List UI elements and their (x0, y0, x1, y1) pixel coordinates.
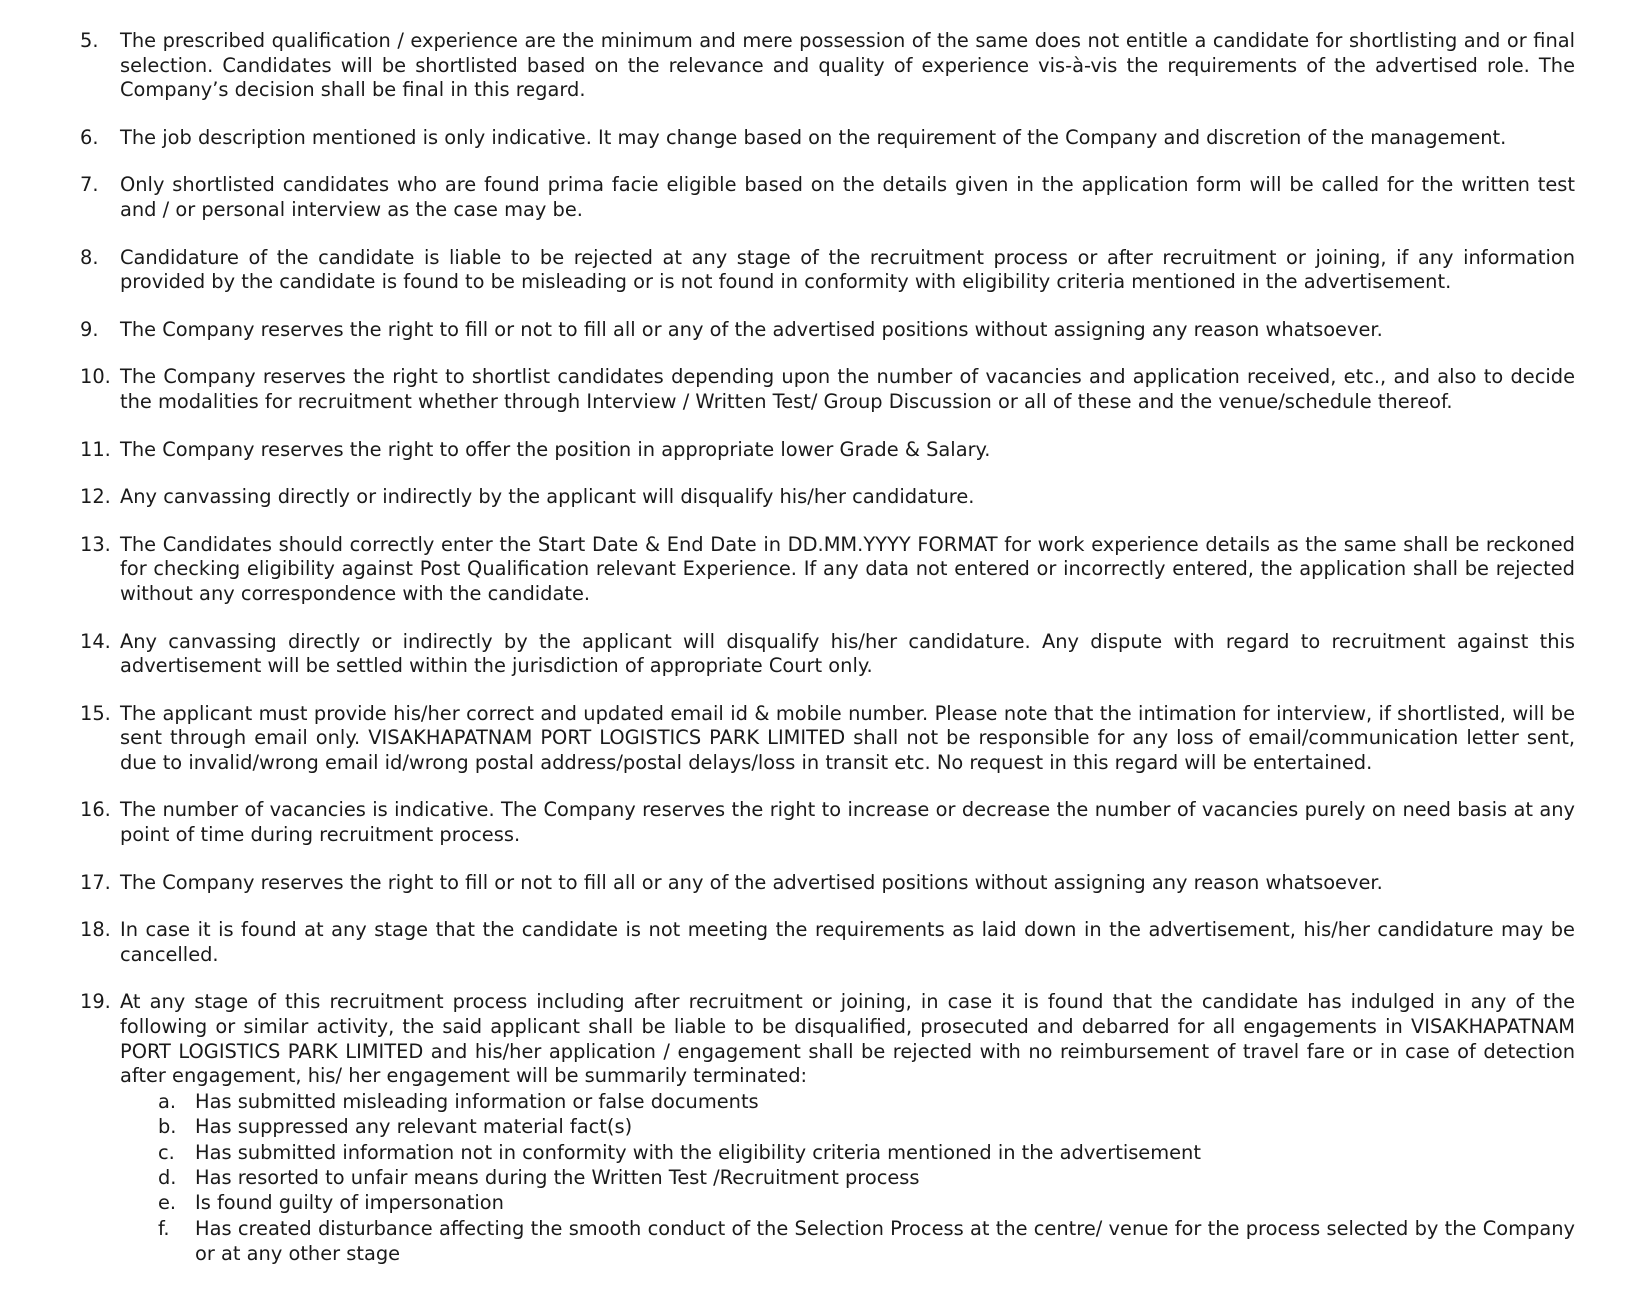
item-number: 13. (80, 532, 111, 556)
item-number: 10. (80, 365, 111, 389)
sub-item-letter: f. (158, 1216, 170, 1240)
sub-item-letter: d. (158, 1166, 177, 1190)
list-item (80, 126, 1575, 151)
item-number: 8. (80, 245, 99, 269)
item-number: 9. (80, 317, 99, 341)
list-item (80, 29, 1575, 103)
sub-item-letter: b. (158, 1115, 177, 1139)
sub-item-text: Has resorted to unfair means during the Written Test /Recruitment process (195, 1166, 920, 1190)
sub-item-text: Has submitted misleading information or false documents (195, 1089, 759, 1113)
item-text: Only shortlisted candidates who are found prima facie eligible based on the details given in the application form will be called for the written test and / or personal interview as the case may be. (120, 173, 1575, 221)
item-number: 5. (80, 29, 99, 52)
item-text: The Company reserves the right to shortlist candidates depending upon the number of vacancies and application received, etc., and also to decide the modalities for recruitment whether through Interview / Written Test/ Group Discussion or all of these and the venue/schedule thereof. (120, 365, 1575, 413)
sub-list-item (120, 1165, 1575, 1190)
item-text: The Company reserves the right to fill or not to fill all or any of the advertised positions without assigning any reason whatsoever. (120, 870, 1383, 894)
list-item (80, 173, 1575, 222)
item-number: 12. (80, 485, 111, 509)
item-text: Any canvassing directly or indirectly by the applicant will disqualify his/her candidature. (120, 485, 975, 509)
item-text: In case it is found at any stage that the candidate is not meeting the requirements as laid down in the advertisement, his/her candidature may be cancelled. (120, 918, 1575, 966)
item-number: 16. (80, 798, 111, 822)
list-item (80, 246, 1575, 295)
list-item (80, 871, 1575, 896)
list-item (80, 365, 1575, 414)
sub-list (120, 1089, 1575, 1267)
item-text: The number of vacancies is indicative. The Company reserves the right to increase or decrease the number of vacancies purely on need basis at any point of time during recruitment process. (120, 798, 1575, 847)
item-text: The prescribed qualification / experience are the minimum and mere possession of the same does not entitle a candidate for shortlisting and or final selection. Candidates will be shortlisted based on the relevance and quality of experience vis-à-vis the requirements of the advertised role. The Company’s decision shall be final in this regard. (120, 29, 1575, 102)
list-item (80, 630, 1575, 679)
sub-item-letter: c. (158, 1140, 175, 1164)
list-item (80, 702, 1575, 776)
list-item (80, 533, 1575, 607)
sub-list-item (120, 1140, 1575, 1165)
item-number: 19. (80, 990, 111, 1014)
sub-item-text: Has submitted information not in conformity with the eligibility criteria mentioned in the advertisement (195, 1140, 1201, 1164)
list-item (80, 438, 1575, 463)
list-item (80, 318, 1575, 343)
item-number: 17. (80, 870, 111, 894)
sub-item-letter: e. (158, 1191, 177, 1215)
list-item (80, 990, 1575, 1266)
list-item (80, 485, 1575, 510)
item-number: 6. (80, 125, 99, 149)
item-text: Any canvassing directly or indirectly by the applicant will disqualify his/her candidature. Any dispute with regard to recruitment against this advertisement will be settled within the jurisdiction of appropriate Court only. (120, 629, 1575, 678)
sub-item-text: Is found guilty of impersonation (195, 1191, 504, 1215)
item-text: The applicant must provide his/her correct and updated email id & mobile number. Please note that the intimation for interview, if shortlisted, will be sent through email only. VISAKHAPATNAM PORT LOGISTICS PARK LIMITED shall not be responsible for any loss of email/communication letter sent, due to invalid/wrong email id/wrong postal address/postal delays/loss in transit etc. No request in this regard will be entertained. (120, 701, 1575, 774)
sub-list-item (120, 1089, 1575, 1114)
item-text: Candidature of the candidate is liable to be rejected at any stage of the recruitment process or after recruitment or joining, if any information provided by the candidate is found to be misleading or is not found in conformity with eligibility criteria mentioned in the advertisement. (120, 245, 1575, 294)
terms-list (80, 29, 1575, 1290)
sub-item-letter: a. (158, 1089, 177, 1113)
item-text: The Company reserves the right to fill or not to fill all or any of the advertised positions without assigning any reason whatsoever. (120, 317, 1383, 341)
item-number: 11. (80, 437, 111, 461)
item-number: 14. (80, 629, 111, 653)
item-number: 18. (80, 918, 111, 942)
item-text: The job description mentioned is only indicative. It may change based on the requirement of the Company and discretion of the management. (120, 125, 1507, 149)
sub-item-text: Has suppressed any relevant material fact(s) (195, 1115, 633, 1139)
item-text: The Candidates should correctly enter the Start Date & End Date in DD.MM.YYYY FORMAT for work experience details as the same shall be reckoned for checking eligibility against Post Qualification relevant Experience. If any data not entered or incorrectly entered, the application shall be rejected without any correspondence with the candidate. (120, 532, 1575, 605)
sub-list-item (120, 1114, 1575, 1139)
sub-list-item (120, 1216, 1575, 1267)
item-number: 15. (80, 701, 111, 725)
item-number: 7. (80, 173, 99, 197)
list-item (80, 798, 1575, 847)
item-text: The Company reserves the right to offer the position in appropriate lower Grade & Salary. (120, 437, 991, 461)
item-text: At any stage of this recruitment process including after recruitment or joining, in case it is found that the candidate has indulged in any of the following or similar activity, the said applicant shall be liable to be disqualified, prosecuted and debarred for all engagements in VISAKHAPATNAM PORT LOGISTICS PARK LIMITED and his/her application / engagement shall be rejected with no reimbursement of travel fare or in case of detection after engagement, his/ her engagement will be summarily terminated: (120, 990, 1575, 1088)
list-item (80, 918, 1575, 967)
sub-list-item (120, 1190, 1575, 1215)
sub-item-text: Has created disturbance affecting the smooth conduct of the Selection Process at the centre/ venue for the process selected by the Company or at any other stage (195, 1216, 1575, 1266)
